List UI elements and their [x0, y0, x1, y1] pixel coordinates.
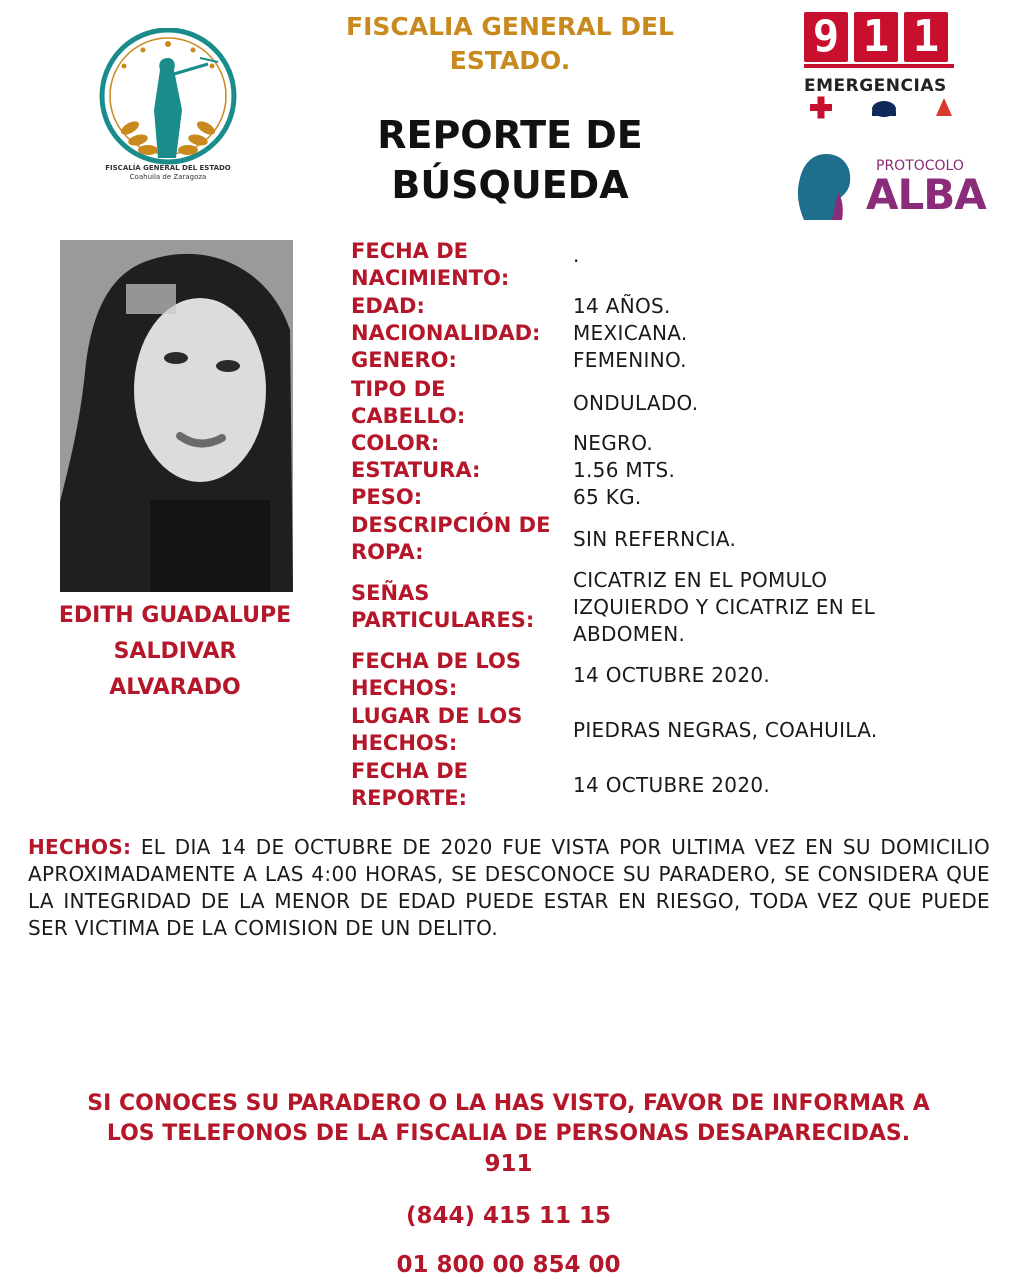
contact-line1: SI CONOCES SU PARADERO O LA HAS VISTO, FAVOR DE INFORMAR A: [87, 1091, 930, 1116]
field-label: PESO:: [351, 485, 423, 509]
label-line2: HECHOS:: [351, 731, 458, 755]
label-line1: SEÑAS: [351, 581, 430, 605]
agency-name: [300, 10, 720, 78]
seal-caption: [70, 164, 266, 182]
alba-big-text: ALBA: [866, 170, 986, 219]
field-label: COLOR:: [351, 431, 440, 455]
field-value: 14 OCTUBRE 2020.: [573, 772, 771, 797]
field-hair-type: [351, 376, 991, 430]
field-label: [351, 512, 573, 566]
field-birthdate: [351, 238, 991, 292]
protocolo-alba-logo: [796, 152, 986, 222]
label-line1: FECHA DE LOS: [351, 649, 521, 673]
label-line1: FECHA DE: [351, 759, 469, 783]
name-line2: SALDIVAR: [113, 639, 237, 664]
title-line2: BÚSQUEDA: [391, 163, 629, 207]
facts-paragraph: [28, 834, 990, 942]
facts-lead: HECHOS:: [28, 835, 132, 859]
field-value: SIN REFERNCIA.: [573, 526, 737, 551]
agency-line1: FISCALIA GENERAL DEL: [346, 12, 674, 41]
field-clothing: [351, 512, 991, 566]
phone-911: 911: [484, 1151, 533, 1177]
label-line1: TIPO DE: [351, 377, 446, 401]
seal-caption-line1: FISCALÍA GENERAL DEL ESTADO: [105, 164, 231, 172]
digit-1b: 1: [904, 12, 948, 62]
label-line1: FECHA DE: [351, 239, 469, 263]
facts-text: EL DIA 14 DE OCTUBRE DE 2020 FUE VISTA POR ULTIMA VEZ EN SU DOMICILIO APROXIMADAMENTE A LAS 4:00 HORAS, SE DESCONOCE SU PARADERO, SE CONSIDERA QUE LA INTEGRIDAD DE LA MENOR DE EDAD PUEDE ESTAR EN RIESGO, TODA VEZ QUE PUEDE SER VICTIMA DE LA COMISION DE UN DELITO.: [28, 835, 990, 940]
alba-profile-icon: [796, 152, 856, 222]
field-value: .: [573, 242, 580, 267]
phone-tollfree: 01 800 00 854 00: [396, 1252, 621, 1278]
police-cap-icon: [872, 101, 896, 117]
field-label: [351, 648, 573, 702]
red-cross-icon: [810, 97, 832, 119]
field-value: MEXICANA.: [573, 321, 688, 345]
person-portrait-image: [60, 240, 293, 592]
page-title: [300, 110, 720, 210]
field-height: [351, 457, 991, 484]
field-value: 1.56 MTS.: [573, 458, 676, 482]
digit-1: 1: [854, 12, 898, 62]
label-line2: ROPA:: [351, 540, 424, 564]
label-line2: REPORTE:: [351, 786, 468, 810]
label-line2: PARTICULARES:: [351, 608, 535, 632]
field-label: GENERO:: [351, 348, 457, 372]
field-color: [351, 430, 991, 457]
label-line1: DESCRIPCIÓN DE: [351, 513, 551, 537]
field-age: [351, 293, 991, 320]
fire-icon: [936, 98, 952, 116]
field-label: ESTATURA:: [351, 458, 481, 482]
field-label: [351, 238, 573, 292]
emergency-divider: [804, 64, 954, 68]
field-label: [351, 703, 573, 757]
emergency-label: EMERGENCIAS: [804, 76, 947, 96]
name-line1: EDITH GUADALUPE: [58, 603, 292, 628]
field-value: NEGRO.: [573, 431, 654, 455]
field-incident-date: [351, 648, 991, 702]
field-label: [351, 580, 573, 634]
alba-small-text: PROTOCOLO: [876, 158, 964, 174]
field-value: 14 OCTUBRE 2020.: [573, 662, 771, 687]
agency-line2: ESTADO.: [449, 46, 571, 75]
contact-request: [30, 1089, 987, 1149]
field-value: FEMENINO.: [573, 348, 687, 372]
phone-local: (844) 415 11 15: [405, 1203, 612, 1229]
field-distinguishing-marks: [351, 566, 991, 648]
emergency-911-logo: [804, 12, 964, 130]
field-incident-place: [351, 703, 991, 757]
field-nationality: [351, 320, 991, 347]
field-value: 65 KG.: [573, 485, 642, 509]
field-label: NACIONALIDAD:: [351, 321, 541, 345]
label-line2: CABELLO:: [351, 404, 466, 428]
digit-9: 9: [804, 12, 848, 62]
field-value: CICATRIZ EN EL POMULO IZQUIERDO Y CICATRIZ EN EL ABDOMEN.: [573, 567, 876, 646]
field-value: ONDULADO.: [573, 390, 699, 415]
field-gender: [351, 347, 991, 374]
label-line1: LUGAR DE LOS: [351, 704, 523, 728]
field-report-date: [351, 758, 991, 812]
seal-caption-line2: Coahuila de Zaragoza: [129, 173, 207, 181]
field-weight: [351, 484, 991, 511]
title-line1: REPORTE DE: [377, 113, 643, 157]
field-label: [351, 758, 573, 812]
person-name: [30, 598, 320, 706]
person-photo: [60, 240, 293, 592]
field-label: EDAD:: [351, 294, 425, 318]
field-value: 14 AÑOS.: [573, 294, 671, 318]
field-label: [351, 376, 573, 430]
label-line2: HECHOS:: [351, 676, 458, 700]
field-value: PIEDRAS NEGRAS, COAHUILA.: [573, 717, 878, 742]
contact-line2: LOS TELEFONOS DE LA FISCALIA DE PERSONAS DESAPARECIDAS.: [106, 1121, 911, 1146]
label-line2: NACIMIENTO:: [351, 266, 510, 290]
emergency-icons: [804, 96, 964, 126]
name-line3: ALVARADO: [109, 675, 241, 700]
